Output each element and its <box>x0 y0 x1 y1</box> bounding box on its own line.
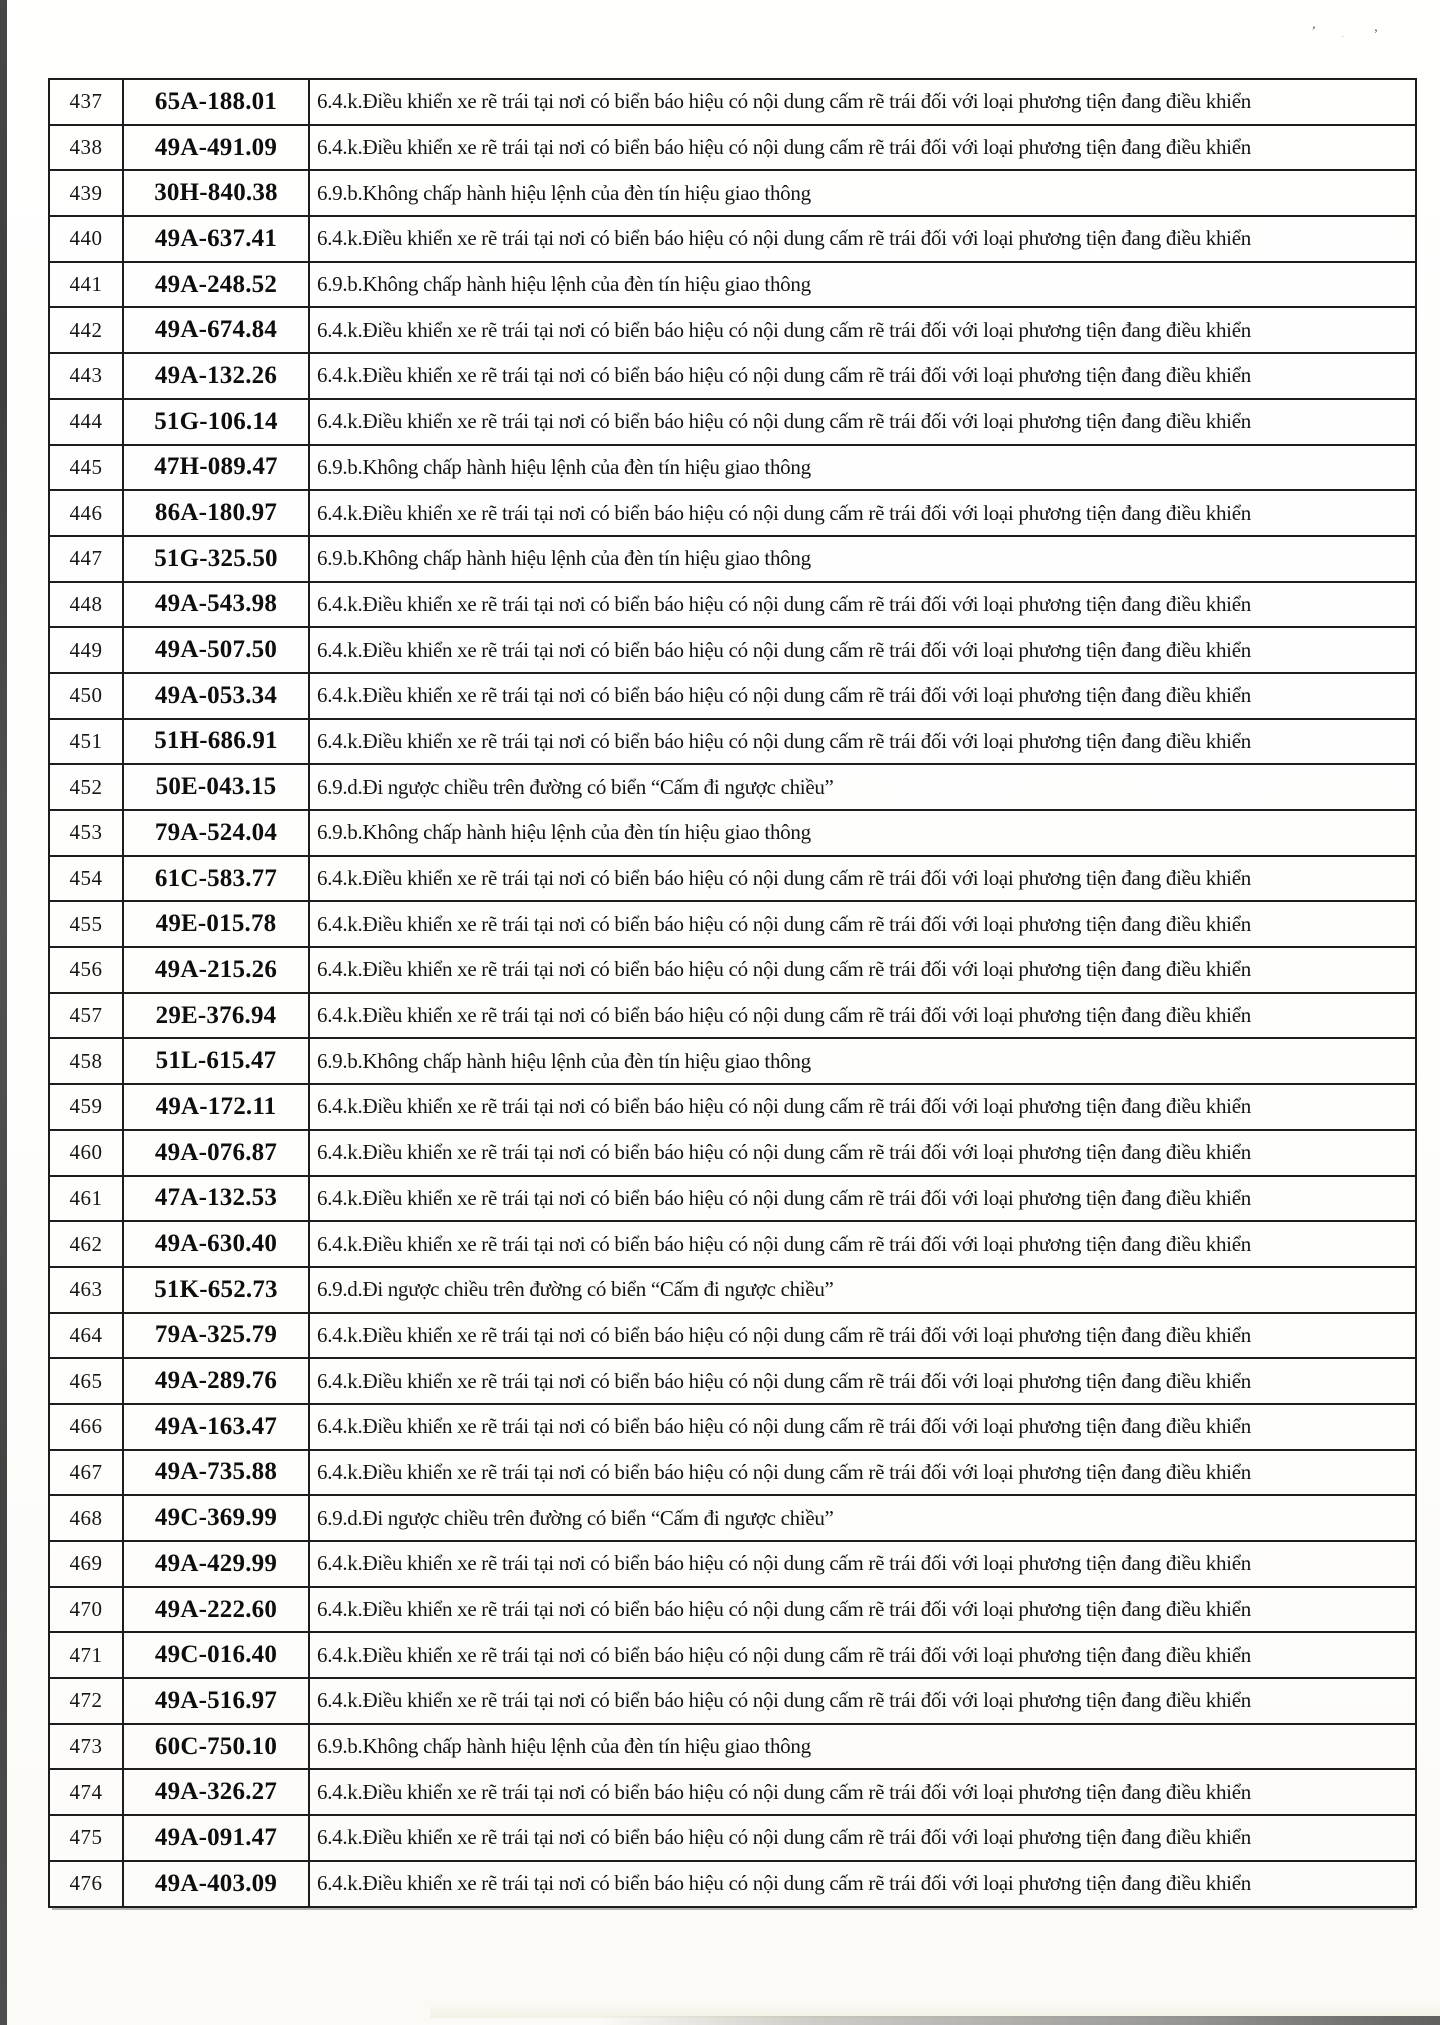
table-row <box>49 582 1416 628</box>
row-number-cell: 447 <box>49 536 123 582</box>
license-plate-cell: 49A-507.50 <box>123 627 309 673</box>
table-row <box>49 353 1416 399</box>
license-plate-cell: 49A-429.99 <box>123 1541 309 1587</box>
table-row <box>49 856 1416 902</box>
table-row <box>49 490 1416 536</box>
license-plate-cell: 51H-686.91 <box>123 719 309 765</box>
violation-description-cell: 6.9.b.Không chấp hành hiệu lệnh của đèn tín hiệu giao thông <box>309 1724 1416 1770</box>
violation-description-cell: 6.4.k.Điều khiển xe rẽ trái tại nơi có biển báo hiệu có nội dung cấm rẽ trái đối với loại phương tiện đang điều khiển <box>309 993 1416 1039</box>
license-plate-cell: 49A-491.09 <box>123 125 309 171</box>
row-number-cell: 452 <box>49 764 123 810</box>
violation-description-cell: 6.4.k.Điều khiển xe rẽ trái tại nơi có biển báo hiệu có nội dung cấm rẽ trái đối với loại phương tiện đang điều khiển <box>309 216 1416 262</box>
row-number-cell: 455 <box>49 901 123 947</box>
table-row <box>49 125 1416 171</box>
table-row <box>49 262 1416 308</box>
table-row <box>49 1404 1416 1450</box>
violation-description-cell: 6.4.k.Điều khiển xe rẽ trái tại nơi có biển báo hiệu có nội dung cấm rẽ trái đối với loại phương tiện đang điều khiển <box>309 490 1416 536</box>
row-number-cell: 475 <box>49 1815 123 1861</box>
table-row <box>49 1678 1416 1724</box>
license-plate-cell: 51L-615.47 <box>123 1038 309 1084</box>
license-plate-cell: 49C-016.40 <box>123 1632 309 1678</box>
row-number-cell: 465 <box>49 1358 123 1404</box>
table-row <box>49 1724 1416 1770</box>
violation-description-cell: 6.4.k.Điều khiển xe rẽ trái tại nơi có biển báo hiệu có nội dung cấm rẽ trái đối với loại phương tiện đang điều khiển <box>309 901 1416 947</box>
violation-description-cell: 6.9.b.Không chấp hành hiệu lệnh của đèn tín hiệu giao thông <box>309 810 1416 856</box>
table-row <box>49 1769 1416 1815</box>
violation-description-cell: 6.4.k.Điều khiển xe rẽ trái tại nơi có biển báo hiệu có nội dung cấm rẽ trái đối với loại phương tiện đang điều khiển <box>309 1678 1416 1724</box>
row-number-cell: 453 <box>49 810 123 856</box>
row-number-cell: 457 <box>49 993 123 1039</box>
violation-description-cell: 6.4.k.Điều khiển xe rẽ trái tại nơi có biển báo hiệu có nội dung cấm rẽ trái đối với loại phương tiện đang điều khiển <box>309 1632 1416 1678</box>
table-row <box>49 1495 1416 1541</box>
scan-speck: · <box>1341 32 1345 43</box>
violation-description-cell: 6.9.b.Không chấp hành hiệu lệnh của đèn tín hiệu giao thông <box>309 262 1416 308</box>
license-plate-cell: 49E-015.78 <box>123 901 309 947</box>
violation-description-cell: 6.9.d.Đi ngược chiều trên đường có biển “Cấm đi ngược chiều” <box>309 1267 1416 1313</box>
row-number-cell: 461 <box>49 1176 123 1222</box>
violation-description-cell: 6.4.k.Điều khiển xe rẽ trái tại nơi có biển báo hiệu có nội dung cấm rẽ trái đối với loại phương tiện đang điều khiển <box>309 1404 1416 1450</box>
license-plate-cell: 49A-735.88 <box>123 1450 309 1496</box>
table-row <box>49 170 1416 216</box>
violation-description-cell: 6.4.k.Điều khiển xe rẽ trái tại nơi có biển báo hiệu có nội dung cấm rẽ trái đối với loại phương tiện đang điều khiển <box>309 1130 1416 1176</box>
row-number-cell: 456 <box>49 947 123 993</box>
row-number-cell: 467 <box>49 1450 123 1496</box>
license-plate-cell: 79A-325.79 <box>123 1313 309 1359</box>
table-row <box>49 216 1416 262</box>
table-row <box>49 993 1416 1039</box>
row-number-cell: 450 <box>49 673 123 719</box>
row-number-cell: 448 <box>49 582 123 628</box>
license-plate-cell: 49A-516.97 <box>123 1678 309 1724</box>
violation-description-cell: 6.4.k.Điều khiển xe rẽ trái tại nơi có biển báo hiệu có nội dung cấm rẽ trái đối với loại phương tiện đang điều khiển <box>309 1084 1416 1130</box>
license-plate-cell: 49A-053.34 <box>123 673 309 719</box>
row-number-cell: 460 <box>49 1130 123 1176</box>
table-row <box>49 1313 1416 1359</box>
license-plate-cell: 49A-215.26 <box>123 947 309 993</box>
row-number-cell: 449 <box>49 627 123 673</box>
row-number-cell: 445 <box>49 445 123 491</box>
license-plate-cell: 49A-222.60 <box>123 1587 309 1633</box>
row-number-cell: 438 <box>49 125 123 171</box>
violation-description-cell: 6.4.k.Điều khiển xe rẽ trái tại nơi có biển báo hiệu có nội dung cấm rẽ trái đối với loại phương tiện đang điều khiển <box>309 1221 1416 1267</box>
row-number-cell: 459 <box>49 1084 123 1130</box>
license-plate-cell: 49A-132.26 <box>123 353 309 399</box>
row-number-cell: 471 <box>49 1632 123 1678</box>
row-number-cell: 443 <box>49 353 123 399</box>
table-row <box>49 1815 1416 1861</box>
table-row <box>49 1176 1416 1222</box>
row-number-cell: 451 <box>49 719 123 765</box>
scan-shadow-artifact <box>598 2016 1440 2025</box>
table-row <box>49 1450 1416 1496</box>
violation-description-cell: 6.9.b.Không chấp hành hiệu lệnh của đèn tín hiệu giao thông <box>309 536 1416 582</box>
table-row <box>49 1587 1416 1633</box>
license-plate-cell: 47H-089.47 <box>123 445 309 491</box>
table-row <box>49 1541 1416 1587</box>
violation-description-cell: 6.4.k.Điều khiển xe rẽ trái tại nơi có biển báo hiệu có nội dung cấm rẽ trái đối với loại phương tiện đang điều khiển <box>309 947 1416 993</box>
table-row <box>49 1130 1416 1176</box>
license-plate-cell: 47A-132.53 <box>123 1176 309 1222</box>
scan-speck: ’ <box>1309 22 1317 39</box>
row-number-cell: 468 <box>49 1495 123 1541</box>
table-row <box>49 810 1416 856</box>
row-number-cell: 446 <box>49 490 123 536</box>
license-plate-cell: 51G-106.14 <box>123 399 309 445</box>
table-row <box>49 399 1416 445</box>
violation-description-cell: 6.4.k.Điều khiển xe rẽ trái tại nơi có biển báo hiệu có nội dung cấm rẽ trái đối với loại phương tiện đang điều khiển <box>309 1861 1416 1907</box>
table-row <box>49 627 1416 673</box>
license-plate-cell: 49A-637.41 <box>123 216 309 262</box>
violation-description-cell: 6.4.k.Điều khiển xe rẽ trái tại nơi có biển báo hiệu có nội dung cấm rẽ trái đối với loại phương tiện đang điều khiển <box>309 1358 1416 1404</box>
row-number-cell: 476 <box>49 1861 123 1907</box>
license-plate-cell: 49A-630.40 <box>123 1221 309 1267</box>
violation-description-cell: 6.9.d.Đi ngược chiều trên đường có biển “Cấm đi ngược chiều” <box>309 1495 1416 1541</box>
table-row <box>49 1632 1416 1678</box>
violation-description-cell: 6.4.k.Điều khiển xe rẽ trái tại nơi có biển báo hiệu có nội dung cấm rẽ trái đối với loại phương tiện đang điều khiển <box>309 79 1416 125</box>
violation-table-body <box>49 79 1416 1907</box>
row-number-cell: 442 <box>49 307 123 353</box>
license-plate-cell: 49A-248.52 <box>123 262 309 308</box>
license-plate-cell: 49A-289.76 <box>123 1358 309 1404</box>
violation-description-cell: 6.9.b.Không chấp hành hiệu lệnh của đèn tín hiệu giao thông <box>309 445 1416 491</box>
violation-description-cell: 6.4.k.Điều khiển xe rẽ trái tại nơi có biển báo hiệu có nội dung cấm rẽ trái đối với loại phương tiện đang điều khiển <box>309 399 1416 445</box>
license-plate-cell: 65A-188.01 <box>123 79 309 125</box>
violation-description-cell: 6.4.k.Điều khiển xe rẽ trái tại nơi có biển báo hiệu có nội dung cấm rẽ trái đối với loại phương tiện đang điều khiển <box>309 673 1416 719</box>
license-plate-cell: 49A-543.98 <box>123 582 309 628</box>
row-number-cell: 464 <box>49 1313 123 1359</box>
table-row <box>49 1358 1416 1404</box>
table-row <box>49 901 1416 947</box>
violation-description-cell: 6.9.b.Không chấp hành hiệu lệnh của đèn tín hiệu giao thông <box>309 1038 1416 1084</box>
violation-description-cell: 6.9.b.Không chấp hành hiệu lệnh của đèn tín hiệu giao thông <box>309 170 1416 216</box>
license-plate-cell: 50E-043.15 <box>123 764 309 810</box>
license-plate-cell: 49A-091.47 <box>123 1815 309 1861</box>
table-row <box>49 536 1416 582</box>
row-number-cell: 439 <box>49 170 123 216</box>
table-row <box>49 307 1416 353</box>
license-plate-cell: 49A-403.09 <box>123 1861 309 1907</box>
row-number-cell: 441 <box>49 262 123 308</box>
violation-description-cell: 6.9.d.Đi ngược chiều trên đường có biển “Cấm đi ngược chiều” <box>309 764 1416 810</box>
license-plate-cell: 51G-325.50 <box>123 536 309 582</box>
violation-description-cell: 6.4.k.Điều khiển xe rẽ trái tại nơi có biển báo hiệu có nội dung cấm rẽ trái đối với loại phương tiện đang điều khiển <box>309 1176 1416 1222</box>
violation-description-cell: 6.4.k.Điều khiển xe rẽ trái tại nơi có biển báo hiệu có nội dung cấm rẽ trái đối với loại phương tiện đang điều khiển <box>309 719 1416 765</box>
violation-table <box>48 78 1417 1908</box>
violation-description-cell: 6.4.k.Điều khiển xe rẽ trái tại nơi có biển báo hiệu có nội dung cấm rẽ trái đối với loại phương tiện đang điều khiển <box>309 1541 1416 1587</box>
license-plate-cell: 51K-652.73 <box>123 1267 309 1313</box>
row-number-cell: 462 <box>49 1221 123 1267</box>
violation-description-cell: 6.4.k.Điều khiển xe rẽ trái tại nơi có biển báo hiệu có nội dung cấm rẽ trái đối với loại phương tiện đang điều khiển <box>309 1450 1416 1496</box>
row-number-cell: 470 <box>49 1587 123 1633</box>
violation-description-cell: 6.4.k.Điều khiển xe rẽ trái tại nơi có biển báo hiệu có nội dung cấm rẽ trái đối với loại phương tiện đang điều khiển <box>309 856 1416 902</box>
license-plate-cell: 86A-180.97 <box>123 490 309 536</box>
table-row <box>49 947 1416 993</box>
license-plate-cell: 49A-326.27 <box>123 1769 309 1815</box>
license-plate-cell: 49C-369.99 <box>123 1495 309 1541</box>
scan-speck: ’ <box>1373 25 1380 42</box>
row-number-cell: 463 <box>49 1267 123 1313</box>
row-number-cell: 454 <box>49 856 123 902</box>
row-number-cell: 437 <box>49 79 123 125</box>
license-plate-cell: 49A-674.84 <box>123 307 309 353</box>
violation-description-cell: 6.4.k.Điều khiển xe rẽ trái tại nơi có biển báo hiệu có nội dung cấm rẽ trái đối với loại phương tiện đang điều khiển <box>309 1313 1416 1359</box>
license-plate-cell: 49A-076.87 <box>123 1130 309 1176</box>
table-row <box>49 1861 1416 1907</box>
row-number-cell: 440 <box>49 216 123 262</box>
license-plate-cell: 49A-172.11 <box>123 1084 309 1130</box>
violation-description-cell: 6.4.k.Điều khiển xe rẽ trái tại nơi có biển báo hiệu có nội dung cấm rẽ trái đối với loại phương tiện đang điều khiển <box>309 1815 1416 1861</box>
table-row <box>49 79 1416 125</box>
violation-description-cell: 6.4.k.Điều khiển xe rẽ trái tại nơi có biển báo hiệu có nội dung cấm rẽ trái đối với loại phương tiện đang điều khiển <box>309 307 1416 353</box>
violation-description-cell: 6.4.k.Điều khiển xe rẽ trái tại nơi có biển báo hiệu có nội dung cấm rẽ trái đối với loại phương tiện đang điều khiển <box>309 1769 1416 1815</box>
violation-description-cell: 6.4.k.Điều khiển xe rẽ trái tại nơi có biển báo hiệu có nội dung cấm rẽ trái đối với loại phương tiện đang điều khiển <box>309 353 1416 399</box>
row-number-cell: 472 <box>49 1678 123 1724</box>
row-number-cell: 444 <box>49 399 123 445</box>
scan-edge-artifact <box>0 0 7 2025</box>
violation-description-cell: 6.4.k.Điều khiển xe rẽ trái tại nơi có biển báo hiệu có nội dung cấm rẽ trái đối với loại phương tiện đang điều khiển <box>309 627 1416 673</box>
license-plate-cell: 61C-583.77 <box>123 856 309 902</box>
violation-description-cell: 6.4.k.Điều khiển xe rẽ trái tại nơi có biển báo hiệu có nội dung cấm rẽ trái đối với loại phương tiện đang điều khiển <box>309 582 1416 628</box>
row-number-cell: 469 <box>49 1541 123 1587</box>
license-plate-cell: 29E-376.94 <box>123 993 309 1039</box>
table-row <box>49 764 1416 810</box>
row-number-cell: 458 <box>49 1038 123 1084</box>
row-number-cell: 473 <box>49 1724 123 1770</box>
table-row <box>49 719 1416 765</box>
table-row <box>49 445 1416 491</box>
row-number-cell: 474 <box>49 1769 123 1815</box>
violation-description-cell: 6.4.k.Điều khiển xe rẽ trái tại nơi có biển báo hiệu có nội dung cấm rẽ trái đối với loại phương tiện đang điều khiển <box>309 125 1416 171</box>
table-row <box>49 1267 1416 1313</box>
table-row <box>49 1221 1416 1267</box>
license-plate-cell: 30H-840.38 <box>123 170 309 216</box>
violation-description-cell: 6.4.k.Điều khiển xe rẽ trái tại nơi có biển báo hiệu có nội dung cấm rẽ trái đối với loại phương tiện đang điều khiển <box>309 1587 1416 1633</box>
license-plate-cell: 49A-163.47 <box>123 1404 309 1450</box>
row-number-cell: 466 <box>49 1404 123 1450</box>
table-row <box>49 673 1416 719</box>
license-plate-cell: 79A-524.04 <box>123 810 309 856</box>
table-row <box>49 1084 1416 1130</box>
license-plate-cell: 60C-750.10 <box>123 1724 309 1770</box>
table-row <box>49 1038 1416 1084</box>
